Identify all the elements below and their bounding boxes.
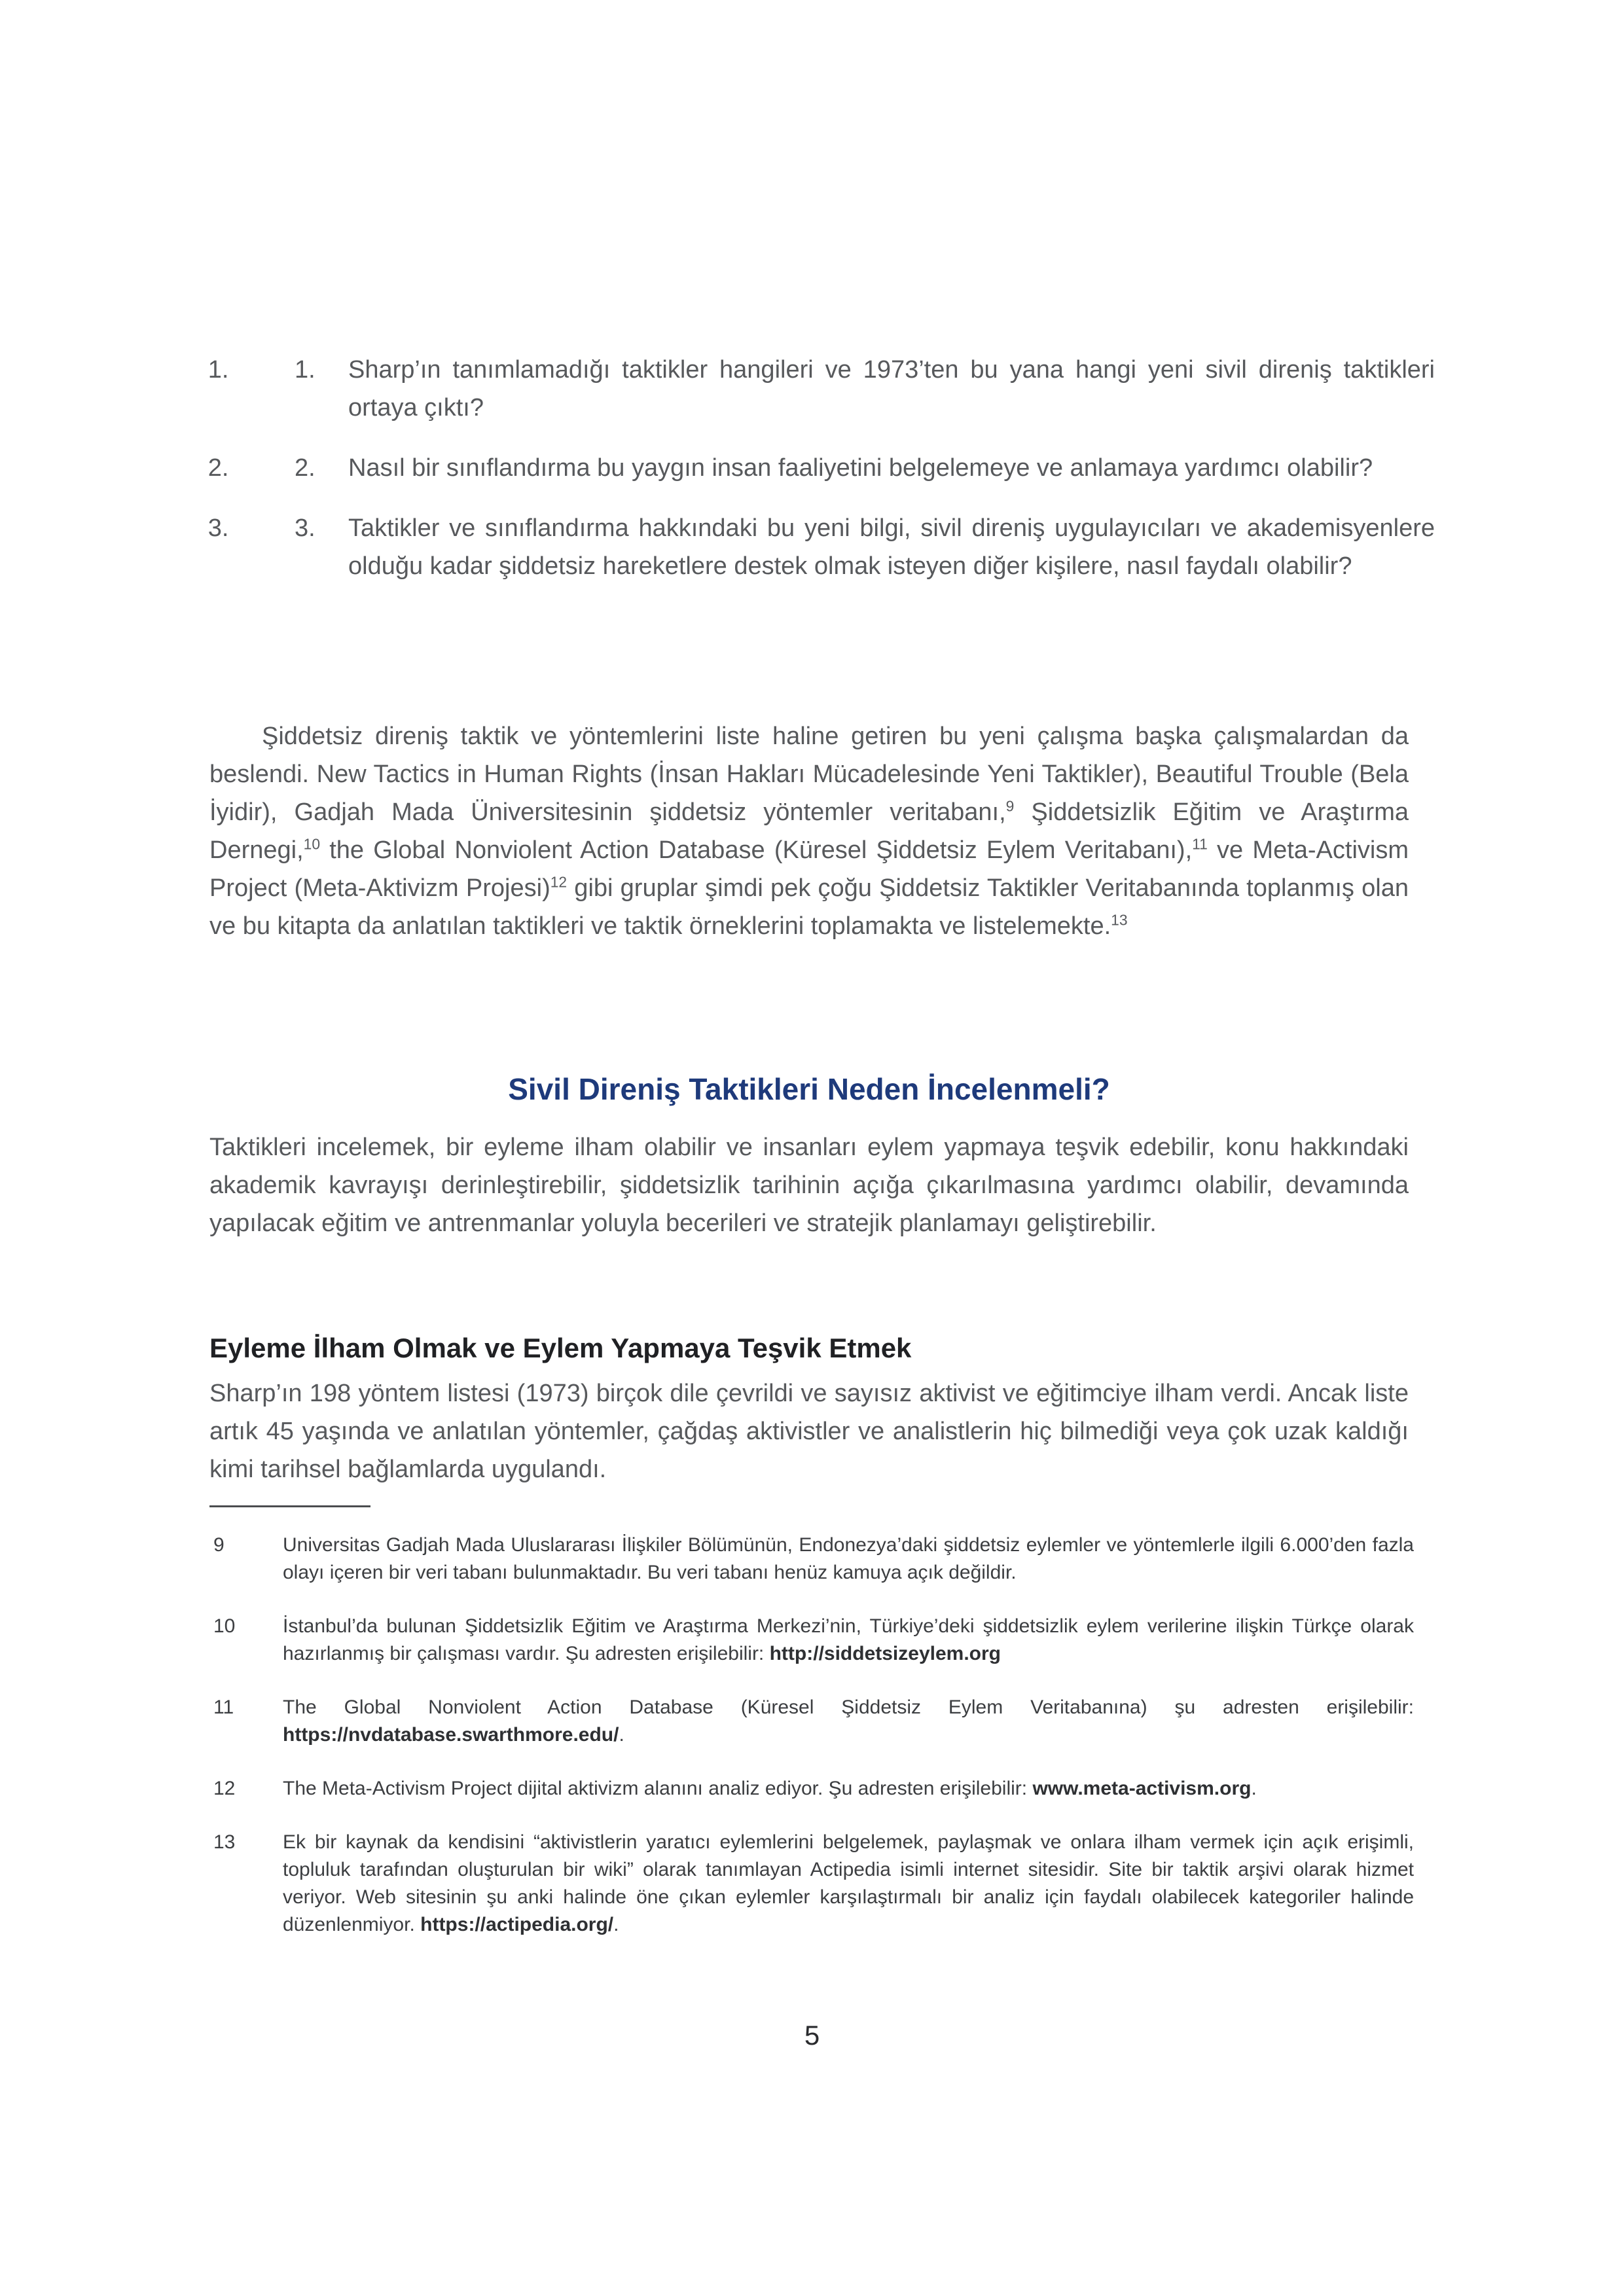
footnote-text: Ek bir kaynak da kendisini “aktivistlerin yaratıcı eylemlerini belgelemek, paylaşmak ve onlara ilham vermek için açık erişimli, topluluk tarafından oluşturulan bir wiki” olarak tanımlayan Actipedia isimli internet sitesidir. Site bir taktik arşivi olarak hizmet veriyor. Web sitesinin şu anki halinde öne çıkan eylemler karşılaştırmalı bir analiz için faydalı olabilecek kategoriler halinde düzenlenmiyor. https://actipedia.org/. xyxy=(283,1831,1414,1935)
list-item xyxy=(236,351,1435,427)
list-item-number: 2. 2. xyxy=(295,454,316,482)
list-item xyxy=(236,509,1435,585)
list-item-text: Nasıl bir sınıflandırma bu yaygın insan faaliyetini belgelemeye ve anlamaya yardımcı olabilir? xyxy=(348,454,1373,482)
list-item-number: 3. 3. xyxy=(295,514,316,542)
footnote xyxy=(209,1775,1414,1803)
footnote-text: The Meta-Activism Project dijital aktivizm alanını analiz ediyor. Şu adresten erişilebilir: www.meta-activism.org. xyxy=(283,1778,1257,1799)
list-item-text: Taktikler ve sınıflandırma hakkındaki bu yeni bilgi, sivil direniş uygulayıcıları ve akademisyenlere olduğu kadar şiddetsiz hareketlere destek olmak isteyen diğer kişilere, nasıl faydalı olabilir? xyxy=(348,514,1435,580)
footnote-number: 12 xyxy=(213,1778,236,1799)
footnote-number: 10 xyxy=(213,1615,236,1637)
subsection-paragraph: Sharp’ın 198 yöntem listesi (1973) birçok dile çevrildi ve sayısız aktivist ve eğitimciye ilham verdi. Ancak liste artık 45 yaşında ve anlatılan yöntemler, çağdaş aktivistler ve analistlerin hiç bilmediği veya çok uzak kaldığı kimi tarihsel bağlamlarda uygulandı. xyxy=(209,1380,1409,1483)
footnote-number: 11 xyxy=(213,1696,234,1718)
footnote xyxy=(209,1694,1414,1749)
section-paragraph: Taktikleri incelemek, bir eyleme ilham olabilir ve insanları eylem yapmaya teşvik edebilir, konu hakkındaki akademik kavrayışı derinleştirebilir, şiddetsizlik tarihinin açığa çıkarılmasına yardımcı olabilir, devamında yapılacak eğitim ve antrenmanlar yoluyla becerileri ve stratejik planlamayı geliştirebilir. xyxy=(209,1134,1409,1237)
subsection-heading: Eyleme İlham Olmak ve Eylem Yapmaya Teşvik Etmek xyxy=(209,1333,912,1363)
footnotes xyxy=(209,1532,1414,1965)
list-item-text: Sharp’ın tanımlamadığı taktikler hangileri ve 1973’ten bu yana hangi yeni sivil direniş taktikleri ortaya çıktı? xyxy=(348,356,1435,422)
footnote-text: The Global Nonviolent Action Database (Küresel Şiddetsiz Eylem Veritabanına) şu adresten erişilebilir: https://nvdatabase.swarthmore.edu/. xyxy=(283,1696,1414,1746)
footnote xyxy=(209,1613,1414,1668)
footnote-separator xyxy=(209,1505,370,1507)
section-heading: Sivil Direniş Taktikleri Neden İncelenmeli? xyxy=(508,1072,1110,1107)
footnote-text: İstanbul’da bulunan Şiddetsizlik Eğitim ve Araştırma Merkezi’nin, Türkiye’deki şiddetsizlik eylem verilerine ilişkin Türkçe olarak hazırlanmış bir çalışması vardır. Şu adresten erişilebilir: http://siddetsizeylem.org xyxy=(283,1615,1414,1664)
footnote-number: 13 xyxy=(213,1831,236,1853)
footnote xyxy=(209,1829,1414,1939)
page-number: 5 xyxy=(804,2020,820,2051)
list-item xyxy=(236,449,1435,487)
intro-paragraph: Şiddetsiz direniş taktik ve yöntemlerini liste haline getiren bu yeni çalışma başka çalışmalardan da beslendi. New Tactics in Human Rights (İnsan Hakları Mücadelesinde Yeni Taktikler), Beautiful Trouble (Bela İyidir), Gadjah Mada Üniversitesinin şiddetsiz yöntemler veritabanı,$^9$ Şiddetsizlik Eğitim ve Araştırma Dernegi,$^{10}$ the Global Nonviolent Action Database (Küresel Şiddetsiz Eylem Veritabanı),$^{11}$ ve Meta-Activism Project (Meta-Aktivizm Projesi)$^{12}$ gibi gruplar şimdi pek çoğu Şiddetsiz Taktikler Veritabanında toplanmış olan ve bu kitapta da anlatılan taktikleri ve taktik örneklerini toplamakta ve listelemekte.$^{13}$ xyxy=(209,723,1409,940)
question-list xyxy=(209,351,1435,607)
footnote-number: 9 xyxy=(213,1534,225,1556)
list-item-number: 1. 1. xyxy=(295,356,316,384)
footnote xyxy=(209,1532,1414,1587)
footnote-text: Universitas Gadjah Mada Uluslararası İlişkiler Bölümünün, Endonezya’daki şiddetsiz eylemler ve yöntemlerle ilgili 6.000’den fazla olayı içeren bir veri tabanı bulunmaktadır. Bu veri tabanı henüz kamuya açık değildir. xyxy=(283,1534,1414,1583)
